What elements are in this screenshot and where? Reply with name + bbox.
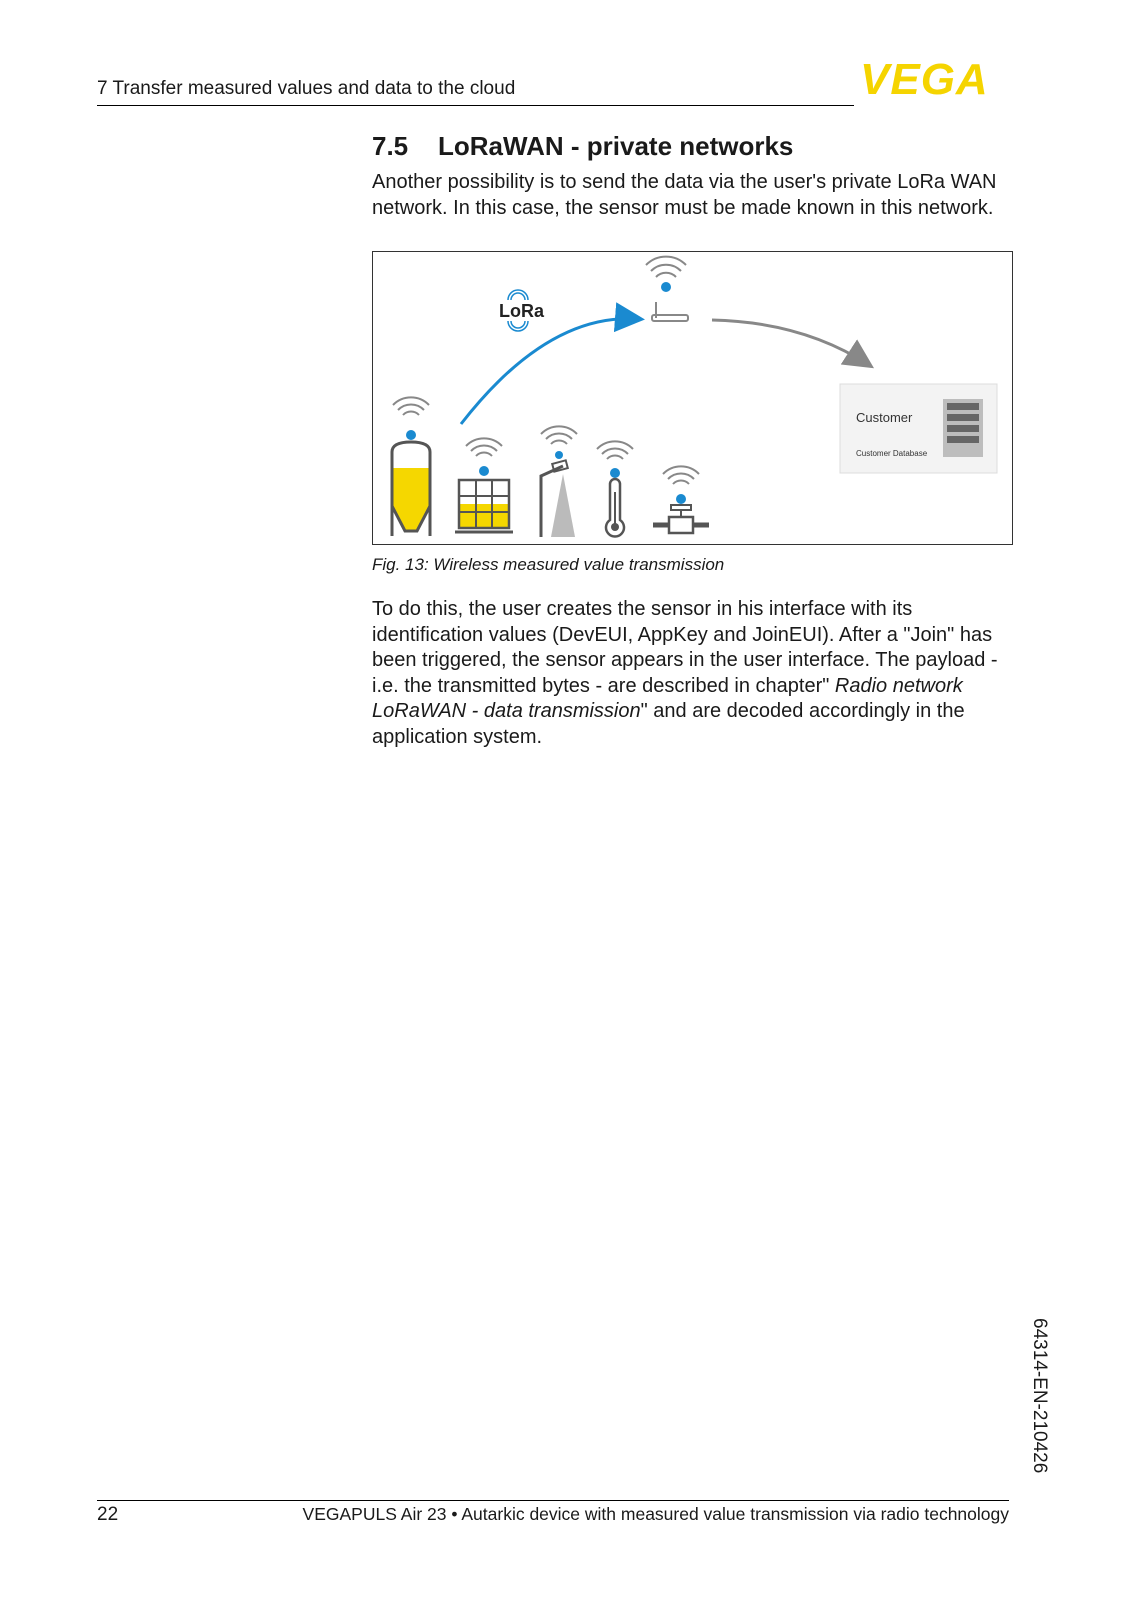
flow-sensor-icon bbox=[653, 466, 709, 533]
section-number: 7.5 bbox=[372, 131, 409, 161]
footer-title: VEGAPULS Air 23 • Autarkic device with measured value transmission via radio technology bbox=[302, 1504, 1009, 1524]
lora-label: LoRa bbox=[499, 301, 544, 321]
ibc-tank-icon bbox=[455, 438, 513, 532]
lora-uplink-arrow bbox=[461, 319, 639, 424]
body-text-2: " and are decoded accordingly in the application system. bbox=[372, 700, 965, 748]
gateway-icon bbox=[646, 257, 688, 321]
silo-icon bbox=[392, 397, 430, 536]
document-code: 64314-EN-210426 bbox=[1029, 1318, 1050, 1474]
body-paragraph bbox=[372, 597, 1012, 751]
cloud-arrow bbox=[712, 320, 869, 365]
figure-wireless-transmission bbox=[372, 251, 1013, 545]
customer-title: Customer bbox=[856, 410, 913, 425]
footer-rule bbox=[97, 1500, 1009, 1501]
thermometer-icon bbox=[597, 441, 633, 536]
customer-database-box bbox=[840, 384, 997, 473]
lora-logo bbox=[499, 290, 545, 331]
figure-caption: Fig. 13: Wireless measured value transmission bbox=[372, 555, 725, 574]
body-text-1: To do this, the user creates the sensor in his interface with its identification values (DevEUI, AppKey and JoinEUI). After a "Join" has been triggered, the sensor appears in the user interface. The payload - i.e. the transmitted bytes - are described in chapter" bbox=[372, 598, 998, 697]
running-header: 7 Transfer measured values and data to the cloud bbox=[97, 78, 516, 99]
chapter-reference: Radio network LoRaWAN - data transmission bbox=[372, 674, 963, 723]
radar-sensor-icon bbox=[541, 426, 577, 537]
customer-db-label: Customer Database bbox=[856, 449, 928, 458]
intro-paragraph: Another possibility is to send the data via the user's private LoRa WAN network. In this case, the sensor must be made known in this network. bbox=[372, 171, 997, 219]
header-rule bbox=[97, 105, 854, 106]
section-heading bbox=[372, 131, 793, 162]
vega-logo bbox=[860, 57, 1012, 99]
svg-text:VEGA: VEGA bbox=[860, 57, 989, 99]
section-title: LoRaWAN - private networks bbox=[438, 131, 794, 161]
page-number: 22 bbox=[97, 1504, 119, 1525]
